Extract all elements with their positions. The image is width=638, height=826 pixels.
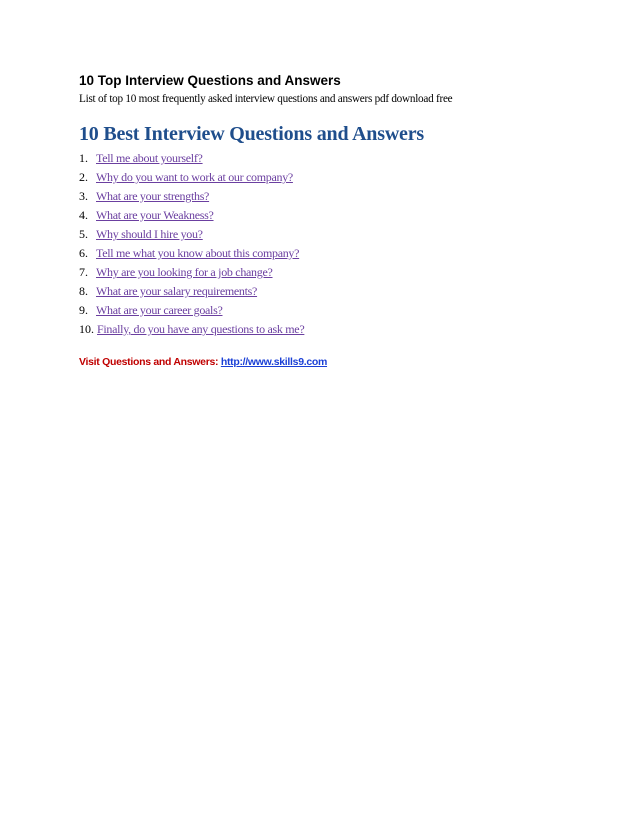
questions-list (79, 149, 559, 339)
list-item-number: 7. (79, 265, 88, 279)
question-link[interactable]: What are your strengths? (96, 189, 210, 203)
list-item-number: 8. (79, 284, 88, 298)
list-item (79, 187, 559, 206)
question-link[interactable]: Why are you looking for a job change? (96, 265, 273, 279)
question-link[interactable]: Why should I hire you? (96, 227, 203, 241)
document-title: 10 Top Interview Questions and Answers (79, 73, 341, 88)
question-link[interactable]: What are your Weakness? (96, 208, 214, 222)
list-item-number: 6. (79, 246, 88, 260)
list-item (79, 320, 559, 339)
question-link[interactable]: What are your career goals? (96, 303, 223, 317)
footer-label: Visit Questions and Answers: (79, 356, 221, 368)
question-link[interactable]: Tell me what you know about this company? (96, 246, 300, 260)
list-item (79, 263, 559, 282)
document-content (79, 72, 559, 369)
section-heading: 10 Best Interview Questions and Answers (79, 123, 424, 145)
list-item (79, 282, 559, 301)
question-link[interactable]: Tell me about yourself? (96, 151, 203, 165)
list-item (79, 225, 559, 244)
question-link[interactable]: Finally, do you have any questions to ask me? (97, 322, 305, 336)
document-subtitle: List of top 10 most frequently asked interview questions and answers pdf download free (79, 93, 453, 105)
list-item (79, 301, 559, 320)
list-item-number: 4. (79, 208, 88, 222)
list-item-number: 2. (79, 170, 88, 184)
list-item (79, 168, 559, 187)
list-item-number: 9. (79, 303, 88, 317)
list-item (79, 206, 559, 225)
list-item-number: 3. (79, 189, 88, 203)
list-item (79, 149, 559, 168)
list-item-number: 1. (79, 151, 88, 165)
footer-link[interactable]: http://www.skills9.com (220, 356, 328, 368)
list-item-number: 5. (79, 227, 88, 241)
question-link[interactable]: What are your salary requirements? (96, 284, 258, 298)
footer-line (79, 355, 559, 369)
question-link[interactable]: Why do you want to work at our company? (96, 170, 293, 184)
list-item-number: 10. (79, 322, 94, 336)
list-item (79, 244, 559, 263)
